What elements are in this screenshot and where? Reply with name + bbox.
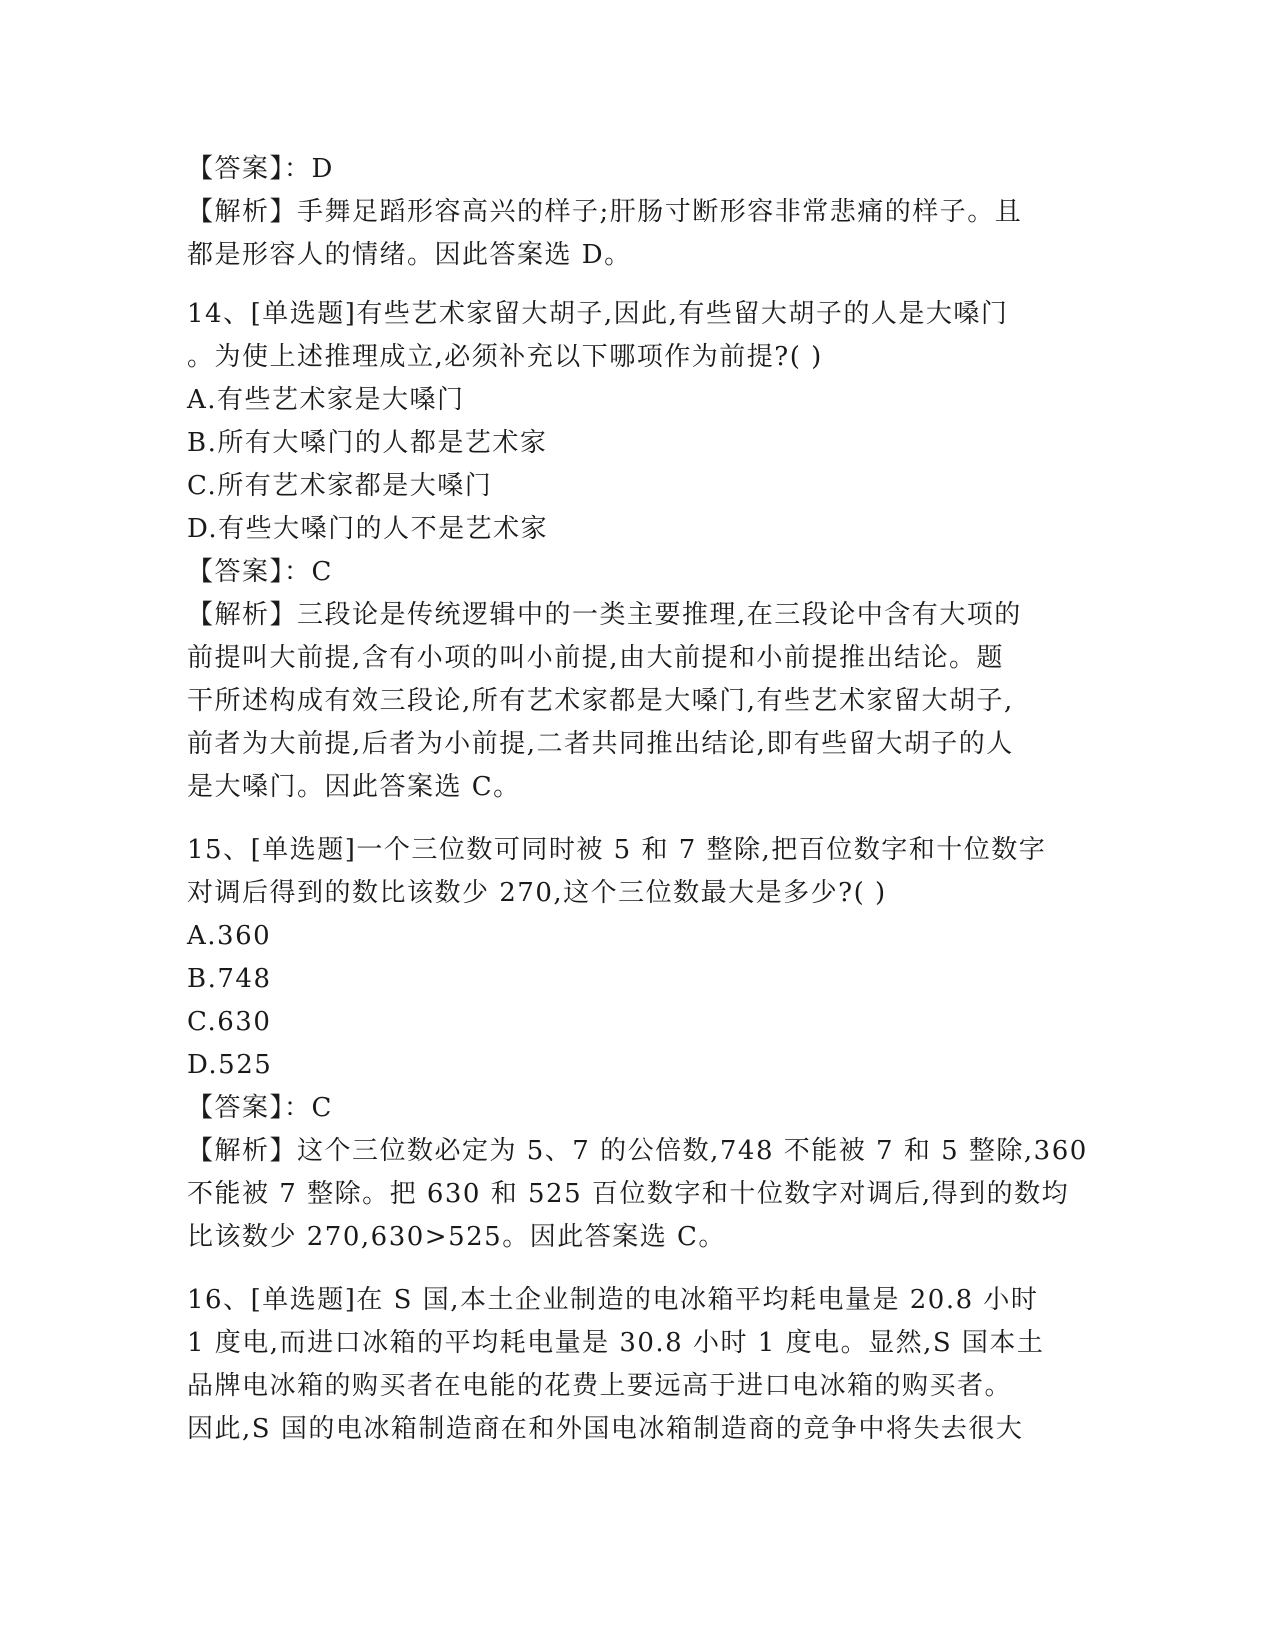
explanation-line: 比该数少 270,630>525。因此答案选 C。 [187,1222,726,1252]
option-c: C.630 [187,1007,272,1037]
option-d: D.525 [187,1050,273,1080]
question-16 [187,1279,1077,1451]
answer-line: 【答案】：C [187,1093,333,1123]
explanation-line: 干所述构成有效三段论,所有艺术家都是大嗓门,有些艺术家留大胡子, [187,686,1014,716]
option-d: D.有些大嗓门的人不是艺术家 [187,514,549,544]
explanation-line: 是大嗓门。因此答案选 C。 [187,772,521,802]
explanation-line: 不能被 7 整除。把 630 和 525 百位数字和十位数字对调后,得到的数均 [187,1179,1070,1209]
explanation-line: 都是形容人的情绪。因此答案选 D。 [187,240,632,270]
option-b: B.所有大嗓门的人都是艺术家 [187,428,548,458]
question-stem-line: 。为使上述推理成立,必须补充以下哪项作为前提?( ) [187,342,823,372]
question-stem-line: 14、[单选题]有些艺术家留大胡子,因此,有些留大胡子的人是大嗓门 [187,299,1009,329]
question-15 [187,829,1088,1259]
explanation-line: 【解析】三段论是传统逻辑中的一类主要推理,在三段论中含有大项的 [187,600,1022,630]
option-a: A.有些艺术家是大嗓门 [187,385,465,415]
question-stem-line: 因此,S 国的电冰箱制造商在和外国电冰箱制造商的竞争中将失去很大 [187,1414,1024,1444]
document-content [187,148,1088,1471]
question-14 [187,293,1077,809]
question-stem-line: 15、[单选题]一个三位数可同时被 5 和 7 整除,把百位数字和十位数字 [187,835,1047,865]
option-c: C.所有艺术家都是大嗓门 [187,471,493,501]
option-a: A.360 [187,921,272,951]
question-stem-line: 16、[单选题]在 S 国,本土企业制造的电冰箱平均耗电量是 20.8 小时 [187,1285,1039,1315]
question-stem-line: 品牌电冰箱的购买者在电能的花费上要远高于进口电冰箱的购买者。 [187,1371,1013,1401]
explanation-line: 前者为大前提,后者为小前提,二者共同推出结论,即有些留大胡子的人 [187,729,1014,759]
q13-answer-block [187,148,1077,277]
explanation-line: 前提叫大前提,含有小项的叫小前提,由大前提和小前提推出结论。题 [187,643,1005,673]
answer-line: 【答案】：D [187,154,334,184]
question-stem-line: 1 度电,而进口冰箱的平均耗电量是 30.8 小时 1 度电。显然,S 国本土 [187,1328,1045,1358]
explanation-line: 【解析】这个三位数必定为 5、7 的公倍数,748 不能被 7 和 5 整除,360 [187,1136,1088,1166]
question-stem-line: 对调后得到的数比该数少 270,这个三位数最大是多少?( ) [187,878,887,908]
option-b: B.748 [187,964,272,994]
answer-line: 【答案】：C [187,557,333,587]
explanation-line: 【解析】手舞足蹈形容高兴的样子;肝肠寸断形容非常悲痛的样子。且 [187,197,1023,227]
